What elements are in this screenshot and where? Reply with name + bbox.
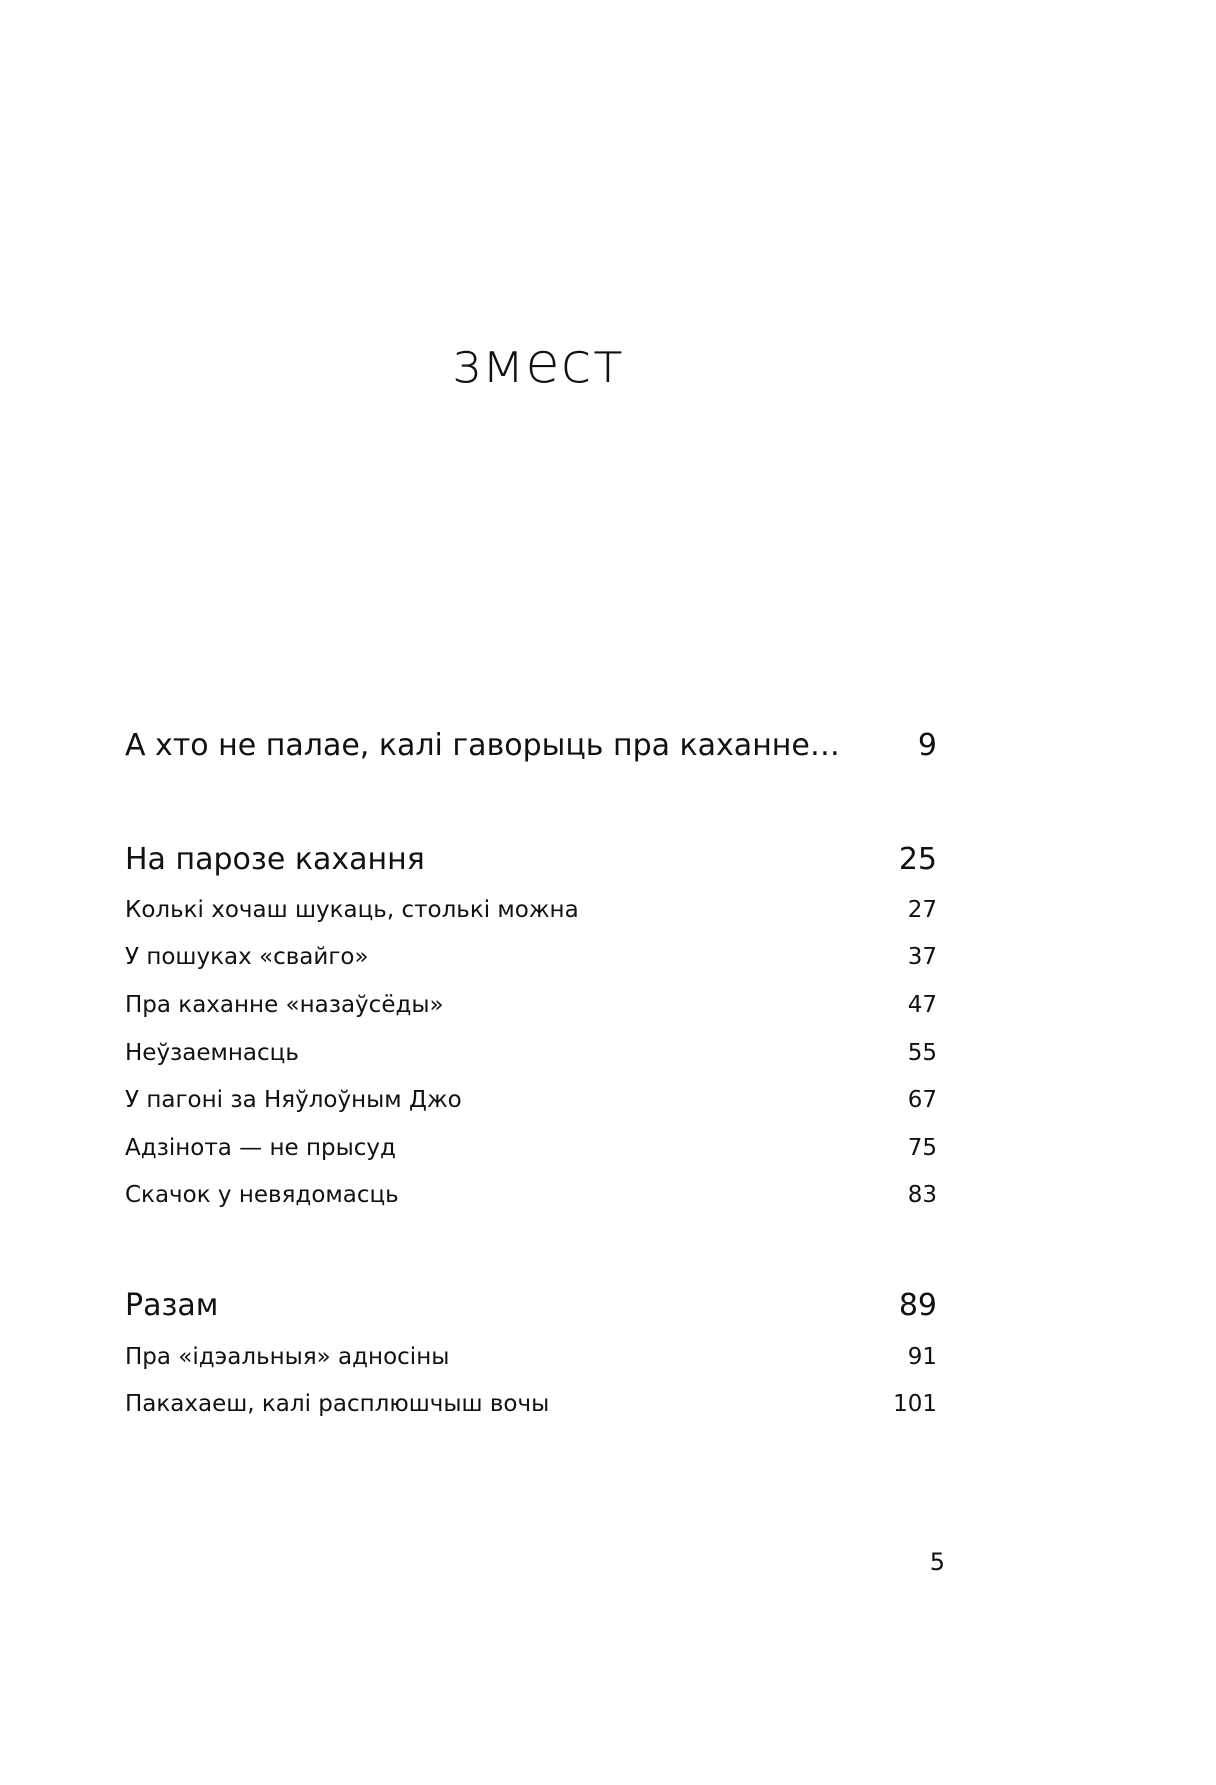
toc-entry-page: 37 <box>907 944 937 970</box>
toc-entry[interactable] <box>125 1040 937 1066</box>
toc-entry-title: А хто не палае, калі гаворыць пра каханне… <box>125 728 840 763</box>
toc-entry-title: Адзінота — не прысуд <box>125 1135 396 1161</box>
toc-entry[interactable] <box>125 1135 937 1161</box>
toc-entry-page: 101 <box>893 1391 937 1417</box>
toc-entry[interactable] <box>125 1344 937 1370</box>
toc-entry-page: 89 <box>898 1288 937 1323</box>
toc-entry-page: 55 <box>907 1040 937 1066</box>
toc-part-heading[interactable] <box>125 842 937 877</box>
toc-entry[interactable] <box>125 1087 937 1113</box>
toc-entry-page: 83 <box>907 1182 937 1208</box>
toc-entry-page: 27 <box>907 897 937 923</box>
toc-entry-title: Колькі хочаш шукаць, столькі можна <box>125 897 579 923</box>
toc-entry[interactable] <box>125 1182 937 1208</box>
page-number: 5 <box>929 1548 945 1576</box>
toc-entry-title: Пра «ідэальныя» адносіны <box>125 1344 450 1370</box>
toc-entry-title: Неўзаемнасць <box>125 1040 299 1066</box>
toc-entry-page: 9 <box>917 728 937 763</box>
toc-part-heading[interactable] <box>125 1288 937 1323</box>
toc-entry[interactable] <box>125 897 937 923</box>
toc-entry[interactable] <box>125 944 937 970</box>
toc-entry-page: 67 <box>907 1087 937 1113</box>
toc-entry[interactable] <box>125 992 937 1018</box>
toc-entry-page: 25 <box>898 842 937 877</box>
toc-entry-intro[interactable] <box>125 728 937 763</box>
toc-entry-page: 91 <box>907 1344 937 1370</box>
toc-entry-title: Пакахаеш, калі расплюшчыш вочы <box>125 1391 550 1417</box>
toc-entry-page: 75 <box>907 1135 937 1161</box>
toc-entry-title: Пра каханне «назаўсёды» <box>125 992 444 1018</box>
toc-entry-title: У пагоні за Няўлоўным Джо <box>125 1087 462 1113</box>
page-title: змест <box>450 331 625 396</box>
toc-entry-title: У пошуках «свайго» <box>125 944 369 970</box>
toc-entry-page: 47 <box>907 992 937 1018</box>
toc-entry-title: Скачок у невядомасць <box>125 1182 399 1208</box>
toc-entry-title: На парозе кахання <box>125 842 425 877</box>
toc-entry[interactable] <box>125 1391 937 1417</box>
toc-entry-title: Разам <box>125 1288 219 1323</box>
